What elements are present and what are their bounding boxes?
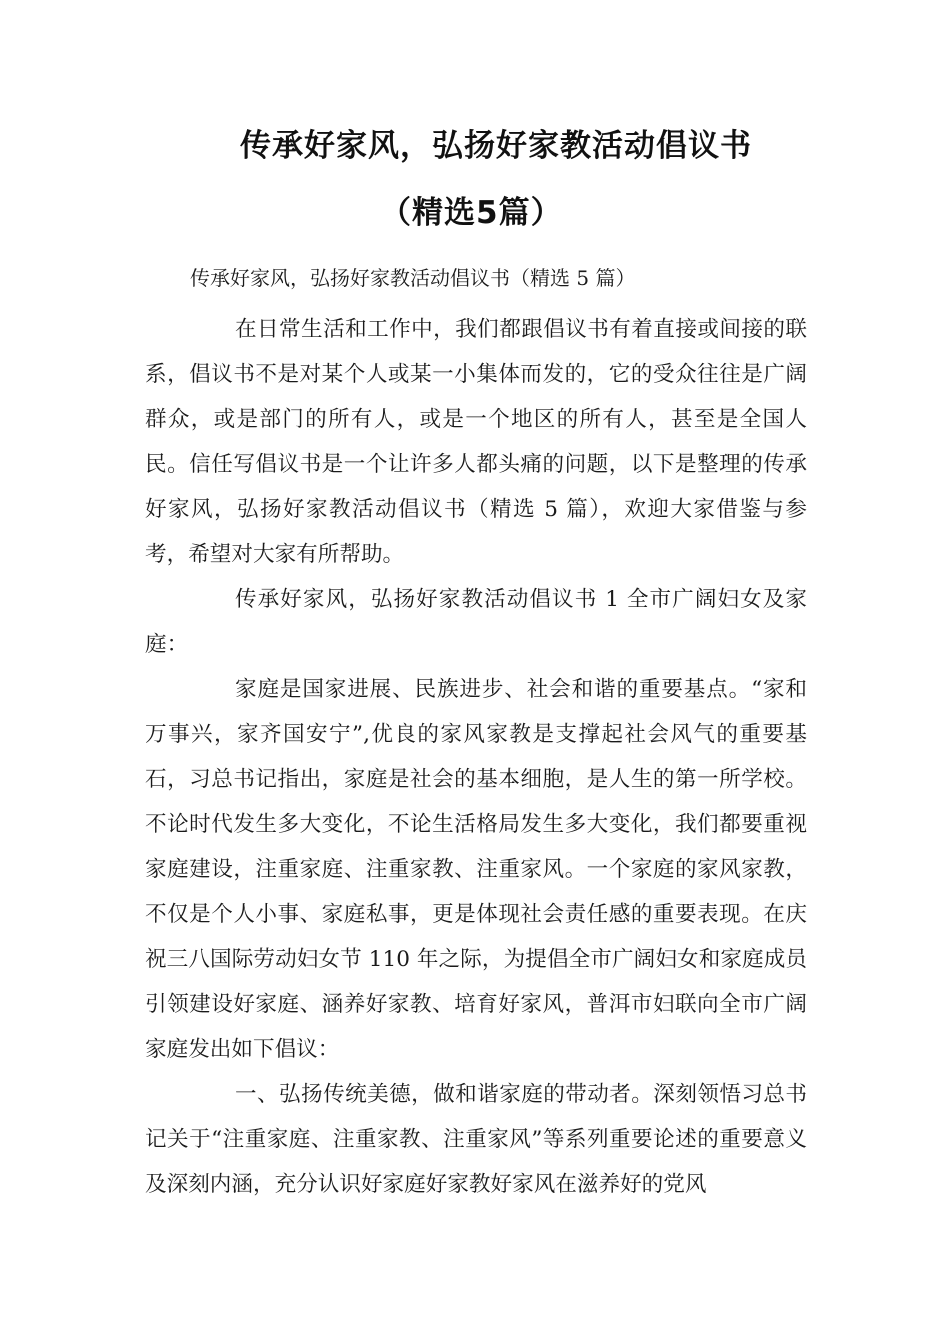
paragraph-salutation: 传承好家风，弘扬好家教活动倡议书 1 全市广阔妇女及家庭： — [145, 587, 807, 657]
document-subtitle: 传承好家风，弘扬好家教活动倡议书（精选 5 篇） — [190, 266, 636, 290]
document-title-line-1: 传承好家风，弘扬好家教活动倡议书 — [240, 128, 752, 164]
paragraph-proposal-one: 一、弘扬传统美德，做和谐家庭的带动者。深刻领悟习总书记关于“注重家庭、注重家教、注重家风”等系列重要论述的重要意义及深刻内涵，充分认识好家庭好家教好家风在滋养好的党风 — [145, 1082, 807, 1197]
paragraph-family-importance: 家庭是国家进展、民族进步、社会和谐的重要基点。“家和万事兴，家齐国安宁”,优良的家风家教是支撑起社会风气的重要基石，习总书记指出，家庭是社会的基本细胞，是人生的第一所学校。不论时代发生多大变化，不论生活格局发生多大变化，我们都要重视家庭建设，注重家庭、注重家教、注重家风。一个家庭的家风家教，不仅是个人小事、家庭私事，更是体现社会责任感的重要表现。在庆祝三八国际劳动妇女节 110 年之际，为提倡全市广阔妇女和家庭成员引领建设好家庭、涵养好家教、培育好家风，普洱市妇联向全市广阔家庭发出如下倡议： — [145, 677, 807, 1062]
document-body — [145, 307, 807, 1207]
document-title-line-2: （精选5篇） — [380, 195, 563, 231]
paragraph-intro: 在日常生活和工作中，我们都跟倡议书有着直接或间接的联系，倡议书不是对某个人或某一小集体而发的，它的受众往往是广阔群众，或是部门的所有人，或是一个地区的所有人，甚至是全国人民。信任写倡议书是一个让许多人都头痛的问题，以下是整理的传承好家风，弘扬好家教活动倡议书（精选 5 篇），欢迎大家借鉴与参考，希望对大家有所帮助。 — [145, 317, 807, 567]
